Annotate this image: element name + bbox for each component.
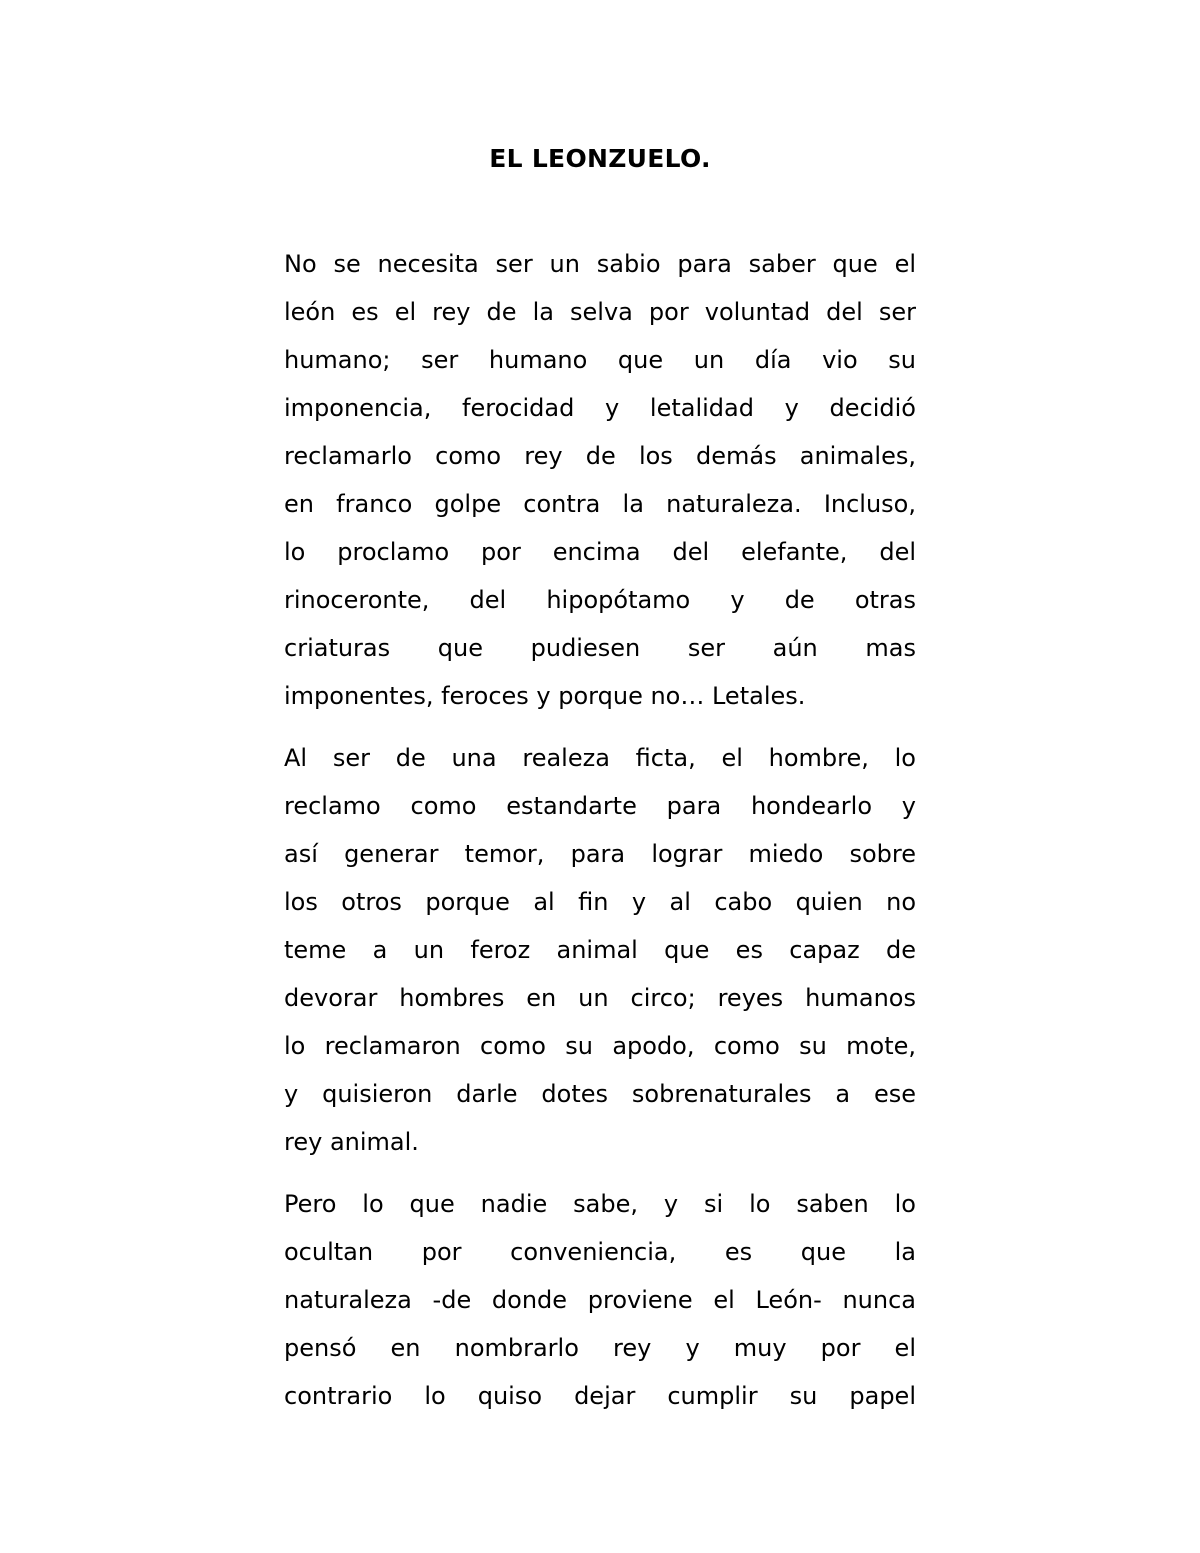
text-line: teme a un feroz animal que es capaz de <box>284 936 916 964</box>
text-line: imponencia, ferocidad y letalidad y decidió <box>284 394 916 422</box>
text-line: naturaleza -de donde proviene el León- nunca <box>284 1286 916 1314</box>
text-line: criaturas que pudiesen ser aún mas <box>284 634 916 662</box>
text-line: Pero lo que nadie sabe, y si lo saben lo <box>284 1190 916 1218</box>
text-line: ocultan por conveniencia, es que la <box>284 1238 916 1266</box>
text-line: así generar temor, para lograr miedo sobre <box>284 840 916 868</box>
text-line: rinoceronte, del hipopótamo y de otras <box>284 586 916 614</box>
paragraph-3 <box>284 1180 916 1420</box>
text-line: en franco golpe contra la naturaleza. Incluso, <box>284 490 916 518</box>
paragraph-1 <box>284 240 916 720</box>
text-line: devorar hombres en un circo; reyes humanos <box>284 984 916 1012</box>
text-line: Al ser de una realeza ficta, el hombre, lo <box>284 744 916 772</box>
document-title: EL LEONZUELO. <box>489 144 711 173</box>
text-line: rey animal. <box>284 1128 419 1156</box>
text-line: lo reclamaron como su apodo, como su mote, <box>284 1032 916 1060</box>
text-line: contrario lo quiso dejar cumplir su papel <box>284 1382 916 1410</box>
text-line: pensó en nombrarlo rey y muy por el <box>284 1334 916 1362</box>
document-body <box>284 240 916 1434</box>
paragraph-2 <box>284 734 916 1166</box>
text-line: reclamarlo como rey de los demás animales, <box>284 442 916 470</box>
text-line: lo proclamo por encima del elefante, del <box>284 538 916 566</box>
text-line: humano; ser humano que un día vio su <box>284 346 916 374</box>
text-line: No se necesita ser un sabio para saber que el <box>284 250 916 278</box>
text-line: y quisieron darle dotes sobrenaturales a ese <box>284 1080 916 1108</box>
text-line: león es el rey de la selva por voluntad del ser <box>284 298 916 326</box>
text-line: reclamo como estandarte para hondearlo y <box>284 792 916 820</box>
text-line: imponentes, feroces y porque no… Letales. <box>284 682 806 710</box>
text-line: los otros porque al fin y al cabo quien no <box>284 888 916 916</box>
